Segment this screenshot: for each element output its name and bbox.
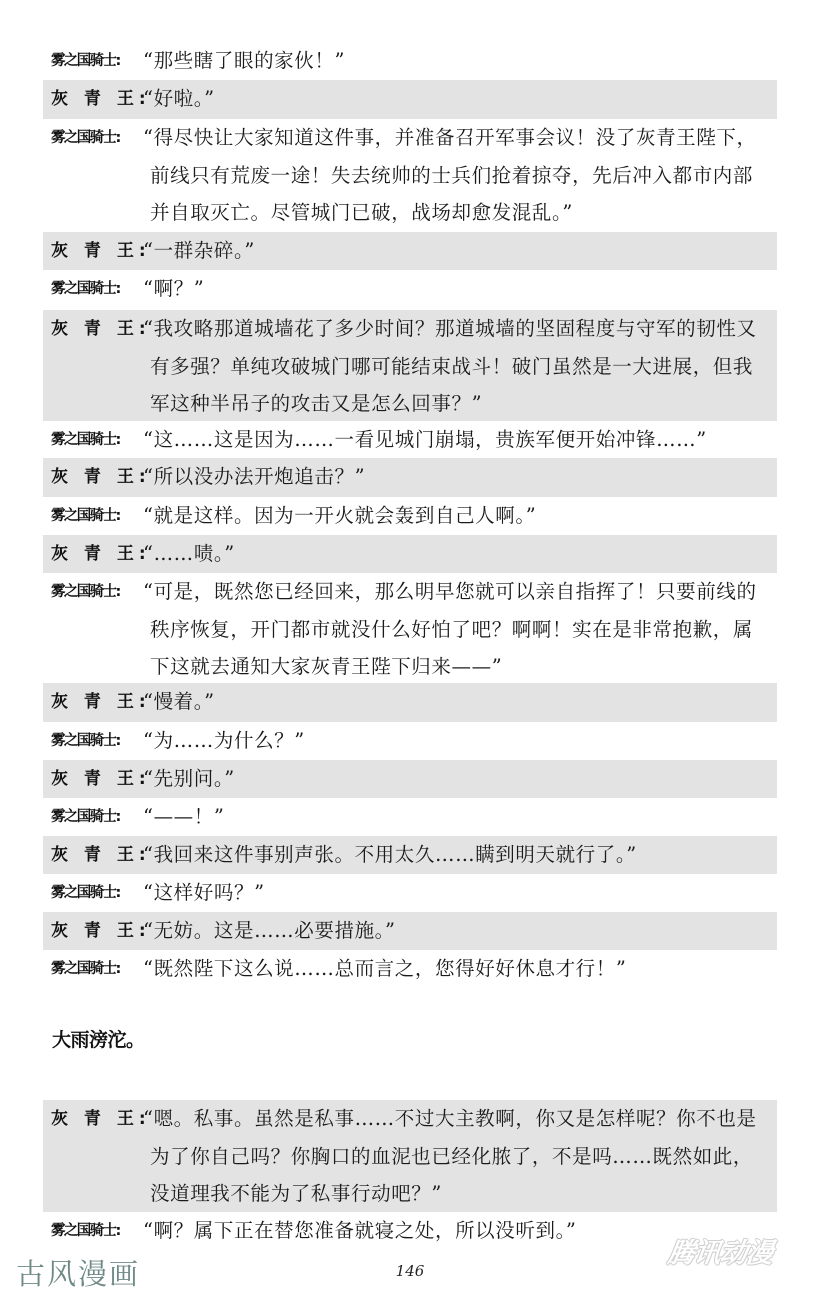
watermark-gufeng-logo: 古风漫画 xyxy=(16,1257,141,1291)
dialogue-line xyxy=(43,119,777,232)
dialogue-line xyxy=(43,1212,777,1250)
dialogue-line xyxy=(43,573,777,683)
dialogue-line xyxy=(43,760,777,798)
speech-text: “我回来这件事别声张。不用太久……瞒到明天就行了。” xyxy=(143,843,637,866)
speech-text: “无妨。这是……必要措施。” xyxy=(143,919,396,942)
page-number: 146 xyxy=(395,1262,425,1280)
speaker-label-knight: 雾之国骑士: xyxy=(51,809,120,825)
dialogue-line xyxy=(43,950,777,988)
speech-text: “所以没办法开炮追击？” xyxy=(143,465,366,488)
speech-text: “这……这是因为……一看见城门崩塌，贵族军便开始冲锋……” xyxy=(143,428,707,451)
dialogue-line xyxy=(43,497,777,535)
dialogue-line xyxy=(43,798,777,836)
speaker-label-knight: 雾之国骑士: xyxy=(51,584,120,600)
speech-text: “得尽快让大家知道这件事，并准备召开军事会议！没了灰青王陛下，前线只有荒废一途！失去统帅的士兵们抢着掠夺，先后冲入都市内部并自取灭亡。尽管城门已破，战场却愈发混乱。” xyxy=(143,126,757,224)
dialogue-line xyxy=(43,232,777,270)
dialogue-line xyxy=(43,310,777,421)
speech-text: “就是这样。因为一开火就会轰到自己人啊。” xyxy=(143,504,537,527)
speaker-label-knight: 雾之国骑士: xyxy=(51,733,120,749)
watermark-tencent-comic-logo: 腾讯动漫 xyxy=(665,1238,775,1269)
speech-text: “——！” xyxy=(143,805,225,828)
speech-text: “那些瞎了眼的家伙！” xyxy=(143,49,346,72)
dialogue-section-1 xyxy=(43,42,777,988)
speaker-label-knight: 雾之国骑士: xyxy=(51,961,120,977)
speech-text: “为……为什么？” xyxy=(143,729,305,752)
speech-text: “啊？属下正在替您准备就寝之处，所以没听到。” xyxy=(143,1219,577,1242)
speaker-label-king: 灰 青 王: xyxy=(51,1109,151,1129)
speaker-label-king: 灰 青 王: xyxy=(51,692,151,712)
dialogue-line xyxy=(43,1100,777,1212)
speaker-label-king: 灰 青 王: xyxy=(51,467,151,487)
speech-text: “可是，既然您已经回来，那么明早您就可以亲自指挥了！只要前线的秩序恢复，开门都市就没什么好怕了吧？啊啊！实在是非常抱歉，属下这就去通知大家灰青王陛下归来——” xyxy=(143,580,757,678)
speaker-label-king: 灰 青 王: xyxy=(51,921,151,941)
scene-heading: 大雨滂沱。 xyxy=(52,1029,145,1051)
speaker-label-king: 灰 青 王: xyxy=(51,845,151,865)
speaker-label-knight: 雾之国骑士: xyxy=(51,885,120,901)
speaker-label-knight: 雾之国骑士: xyxy=(51,508,120,524)
speech-text: “慢着。” xyxy=(143,690,215,713)
speech-text: “嗯。私事。虽然是私事……不过大主教啊，你又是怎样呢？你不也是为了你自己吗？你胸口的血泥也已经化脓了，不是吗……既然如此，没道理我不能为了私事行动吧？” xyxy=(143,1107,757,1205)
speech-text: “这样好吗？” xyxy=(143,881,265,904)
dialogue-line xyxy=(43,421,777,458)
dialogue-line xyxy=(43,683,777,722)
dialogue-line xyxy=(43,874,777,912)
dialogue-line xyxy=(43,535,777,573)
dialogue-section-2 xyxy=(43,1100,777,1250)
speech-text: “好啦。” xyxy=(143,87,215,110)
speaker-label-knight: 雾之国骑士: xyxy=(51,281,120,297)
dialogue-line xyxy=(43,80,777,119)
dialogue-line xyxy=(43,912,777,950)
speaker-label-king: 灰 青 王: xyxy=(51,769,151,789)
speaker-label-king: 灰 青 王: xyxy=(51,241,151,261)
speaker-label-knight: 雾之国骑士: xyxy=(51,1223,120,1239)
speaker-label-knight: 雾之国骑士: xyxy=(51,432,120,448)
speaker-label-king: 灰 青 王: xyxy=(51,544,151,564)
dialogue-line xyxy=(43,270,777,310)
speech-text: “我攻略那道城墙花了多少时间？那道城墙的坚固程度与守军的韧性又有多强？单纯攻破城门哪可能结束战斗！破门虽然是一大进展，但我军这种半吊子的攻击又是怎么回事？” xyxy=(143,317,757,415)
speech-text: “啊？” xyxy=(143,277,205,300)
speaker-label-king: 灰 青 王: xyxy=(51,89,151,109)
speech-text: “既然陛下这么说……总而言之，您得好好休息才行！” xyxy=(143,957,627,980)
speech-text: “一群杂碎。” xyxy=(143,239,255,262)
speaker-label-king: 灰 青 王: xyxy=(51,319,151,339)
speaker-label-knight: 雾之国骑士: xyxy=(51,53,120,69)
speech-text: “……啧。” xyxy=(143,542,235,565)
dialogue-line xyxy=(43,458,777,497)
dialogue-line xyxy=(43,42,777,80)
dialogue-line xyxy=(43,836,777,874)
dialogue-line xyxy=(43,722,777,760)
speaker-label-knight: 雾之国骑士: xyxy=(51,130,120,146)
speech-text: “先别问。” xyxy=(143,767,235,790)
